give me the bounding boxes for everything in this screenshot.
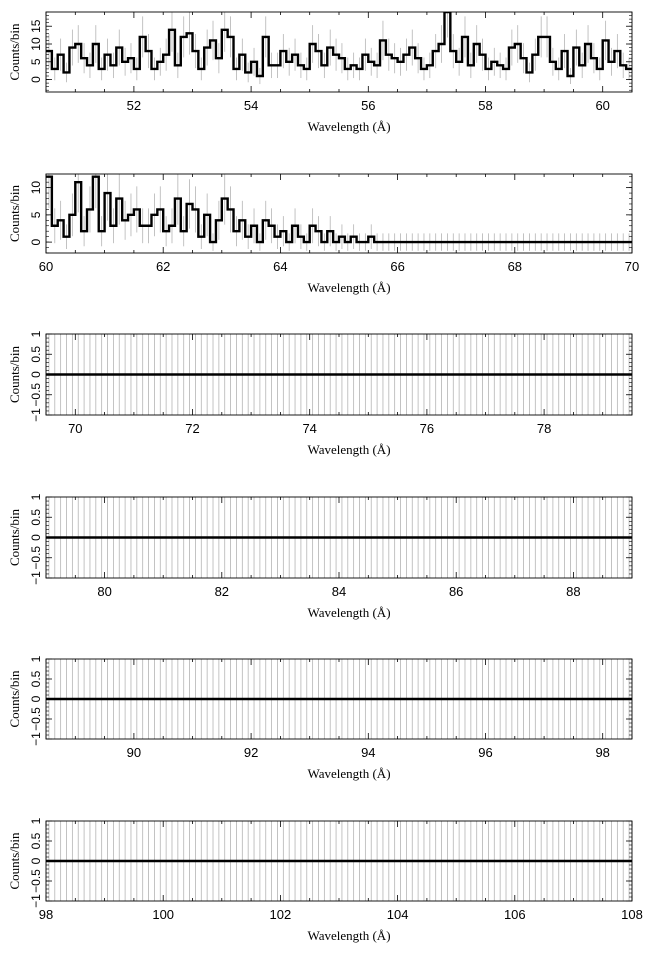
y-tick-label: −1	[29, 408, 43, 422]
panel-3	[7, 330, 632, 457]
y-tick-label: 5	[29, 58, 43, 66]
x-axis-label: Wavelength (Å)	[307, 766, 391, 781]
x-tick-label: 82	[214, 584, 230, 599]
y-tick-label: −0.5	[29, 545, 43, 570]
x-tick-label: 58	[478, 98, 493, 113]
y-tick-label: 0	[29, 76, 43, 83]
y-axis-label: Counts/bin	[7, 670, 22, 728]
plot-area	[46, 497, 632, 578]
x-tick-label: 60	[595, 98, 610, 113]
y-axis-label: Counts/bin	[7, 832, 22, 890]
x-axis-label: Wavelength (Å)	[307, 119, 391, 134]
x-tick-label: 66	[390, 259, 405, 274]
x-tick-label: 80	[97, 584, 112, 599]
x-tick-label: 94	[361, 745, 376, 760]
y-tick-label: 1	[29, 817, 43, 825]
y-tick-label: −1	[29, 571, 43, 585]
x-tick-label: 104	[386, 907, 409, 922]
x-tick-label: 54	[243, 98, 259, 113]
y-tick-label: 0.5	[29, 508, 43, 526]
x-tick-label: 98	[38, 907, 54, 922]
x-tick-label: 100	[152, 907, 175, 922]
y-tick-label: 10	[29, 180, 43, 195]
x-tick-label: 96	[478, 745, 493, 760]
x-tick-label: 92	[243, 745, 259, 760]
x-axis-label: Wavelength (Å)	[307, 280, 391, 295]
y-tick-label: 0	[29, 534, 43, 541]
x-axis-label: Wavelength (Å)	[307, 605, 391, 620]
x-tick-label: 102	[269, 907, 292, 922]
x-tick-label: 106	[503, 907, 526, 922]
y-tick-label: 0	[29, 371, 43, 378]
y-tick-label: 1	[29, 493, 43, 501]
plot-area	[46, 12, 632, 84]
spectrum-step-line	[46, 177, 632, 242]
y-tick-label: −0.5	[29, 869, 43, 893]
x-tick-label: 108	[621, 907, 643, 922]
x-tick-label: 72	[185, 421, 200, 436]
x-axis-label: Wavelength (Å)	[307, 442, 391, 457]
y-tick-label: 0	[29, 857, 43, 865]
y-tick-label: 1	[29, 330, 43, 338]
y-tick-label: −0.5	[29, 707, 43, 731]
y-tick-label: 10	[29, 37, 43, 51]
x-tick-label: 64	[273, 259, 288, 274]
x-tick-label: 70	[68, 421, 83, 436]
y-tick-label: 0.5	[29, 345, 43, 363]
y-tick-label: −0.5	[29, 382, 43, 407]
y-axis-label: Counts/bin	[7, 184, 22, 243]
x-tick-label: 52	[126, 98, 142, 113]
x-tick-label: 56	[361, 98, 376, 113]
x-tick-label: 68	[507, 259, 523, 274]
y-axis-label: Counts/bin	[7, 23, 22, 81]
x-tick-label: 78	[536, 421, 552, 436]
plot-area	[46, 334, 632, 415]
y-tick-label: −1	[29, 894, 43, 908]
y-axis-label: Counts/bin	[7, 345, 22, 404]
plot-area	[46, 821, 632, 901]
x-tick-label: 98	[595, 745, 610, 760]
panel-frame	[46, 12, 632, 92]
plot-area	[46, 659, 632, 739]
panel-6	[7, 817, 643, 943]
panel-4	[7, 493, 632, 620]
x-tick-label: 90	[126, 745, 142, 760]
x-tick-label: 86	[448, 584, 464, 599]
y-tick-label: 0.5	[29, 832, 43, 850]
x-tick-label: 84	[331, 584, 347, 599]
x-tick-label: 60	[38, 259, 54, 274]
y-tick-label: 5	[29, 211, 43, 219]
panel-5	[7, 655, 632, 781]
x-tick-label: 70	[624, 259, 640, 274]
y-tick-label: 0	[29, 238, 43, 246]
y-tick-label: 1	[29, 655, 43, 663]
y-tick-label: 15	[29, 19, 43, 33]
spectrum-step-line	[46, 12, 632, 76]
plot-area	[46, 174, 632, 251]
y-axis-label: Counts/bin	[7, 508, 22, 567]
x-axis-label: Wavelength (Å)	[307, 928, 391, 943]
y-tick-label: 0	[29, 695, 43, 703]
y-tick-label: −1	[29, 732, 43, 746]
x-tick-label: 88	[566, 584, 581, 599]
panel-1	[7, 12, 632, 134]
x-tick-label: 62	[155, 259, 171, 274]
panel-2	[7, 174, 639, 295]
x-tick-label: 74	[302, 421, 317, 436]
x-tick-label: 76	[419, 421, 435, 436]
y-tick-label: 0.5	[29, 670, 43, 688]
